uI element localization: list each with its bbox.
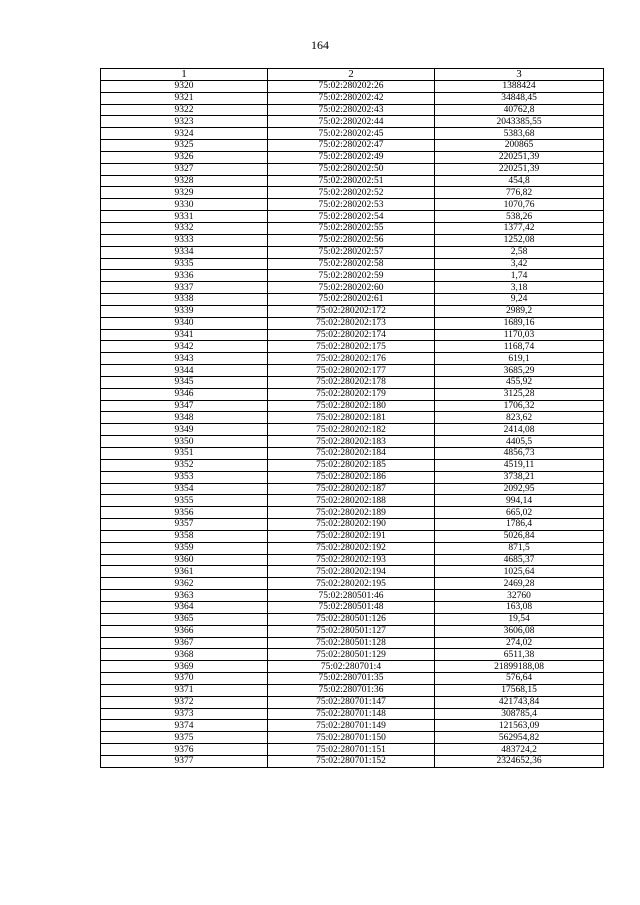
table-row (101, 755, 604, 767)
table-row (101, 448, 604, 460)
table-header-row (101, 69, 604, 81)
column-header: 2 (268, 69, 435, 81)
row-number-cell: 9329 (101, 187, 268, 199)
row-number-cell: 9377 (101, 755, 268, 767)
value-cell: 538,26 (435, 211, 604, 223)
row-number-cell: 9376 (101, 744, 268, 756)
row-number-cell: 9362 (101, 578, 268, 590)
table-row (101, 649, 604, 661)
data-table (100, 68, 604, 768)
table-row (101, 163, 604, 175)
value-cell: 483724,2 (435, 744, 604, 756)
row-number-cell: 9350 (101, 436, 268, 448)
row-number-cell: 9335 (101, 258, 268, 270)
value-cell: 5026,84 (435, 530, 604, 542)
cadastral-number-cell: 75:02:280701:150 (268, 732, 435, 744)
cadastral-number-cell: 75:02:280202:192 (268, 542, 435, 554)
cadastral-number-cell: 75:02:280202:195 (268, 578, 435, 590)
row-number-cell: 9321 (101, 92, 268, 104)
cadastral-number-cell: 75:02:280701:148 (268, 708, 435, 720)
table-body (101, 80, 604, 767)
page-number: 164 (311, 38, 329, 52)
table-row (101, 436, 604, 448)
table-row (101, 578, 604, 590)
cadastral-number-cell: 75:02:280202:57 (268, 246, 435, 258)
value-cell: 1025,64 (435, 566, 604, 578)
cadastral-number-cell: 75:02:280202:55 (268, 222, 435, 234)
table-row (101, 637, 604, 649)
table-row (101, 601, 604, 613)
table-row (101, 613, 604, 625)
row-number-cell: 9345 (101, 376, 268, 388)
value-cell: 2469,28 (435, 578, 604, 590)
value-cell: 163,08 (435, 601, 604, 613)
cadastral-number-cell: 75:02:280501:46 (268, 590, 435, 602)
value-cell: 5383,68 (435, 128, 604, 140)
table-row (101, 673, 604, 685)
value-cell: 40762,8 (435, 104, 604, 116)
value-cell: 200865 (435, 140, 604, 152)
row-number-cell: 9368 (101, 649, 268, 661)
column-header: 1 (101, 69, 268, 81)
table-row (101, 92, 604, 104)
row-number-cell: 9324 (101, 128, 268, 140)
column-header: 3 (435, 69, 604, 81)
table-row (101, 661, 604, 673)
row-number-cell: 9357 (101, 519, 268, 531)
value-cell: 1706,32 (435, 400, 604, 412)
cadastral-number-cell: 75:02:280701:36 (268, 684, 435, 696)
row-number-cell: 9351 (101, 448, 268, 460)
table-row (101, 305, 604, 317)
value-cell: 871,5 (435, 542, 604, 554)
row-number-cell: 9327 (101, 163, 268, 175)
cadastral-number-cell: 75:02:280202:56 (268, 234, 435, 246)
value-cell: 4685,37 (435, 554, 604, 566)
row-number-cell: 9349 (101, 424, 268, 436)
table-row (101, 341, 604, 353)
table-row (101, 732, 604, 744)
value-cell: 3606,08 (435, 625, 604, 637)
row-number-cell: 9356 (101, 507, 268, 519)
value-cell: 2989,2 (435, 305, 604, 317)
value-cell: 3125,28 (435, 388, 604, 400)
cadastral-number-cell: 75:02:280202:188 (268, 495, 435, 507)
row-number-cell: 9346 (101, 388, 268, 400)
table-row (101, 140, 604, 152)
row-number-cell: 9341 (101, 329, 268, 341)
row-number-cell: 9374 (101, 720, 268, 732)
cadastral-number-cell: 75:02:280701:35 (268, 673, 435, 685)
row-number-cell: 9330 (101, 199, 268, 211)
cadastral-number-cell: 75:02:280701:149 (268, 720, 435, 732)
table-row (101, 684, 604, 696)
cadastral-number-cell: 75:02:280202:182 (268, 424, 435, 436)
row-number-cell: 9342 (101, 341, 268, 353)
cadastral-number-cell: 75:02:280501:127 (268, 625, 435, 637)
cadastral-number-cell: 75:02:280202:51 (268, 175, 435, 187)
cadastral-number-cell: 75:02:280202:44 (268, 116, 435, 128)
cadastral-number-cell: 75:02:280202:176 (268, 353, 435, 365)
cadastral-number-cell: 75:02:280202:185 (268, 459, 435, 471)
row-number-cell: 9360 (101, 554, 268, 566)
row-number-cell: 9338 (101, 294, 268, 306)
table-row (101, 542, 604, 554)
row-number-cell: 9336 (101, 270, 268, 282)
cadastral-number-cell: 75:02:280202:54 (268, 211, 435, 223)
row-number-cell: 9372 (101, 696, 268, 708)
row-number-cell: 9331 (101, 211, 268, 223)
table-row (101, 708, 604, 720)
row-number-cell: 9355 (101, 495, 268, 507)
row-number-cell: 9375 (101, 732, 268, 744)
cadastral-number-cell: 75:02:280202:26 (268, 80, 435, 92)
table-row (101, 459, 604, 471)
cadastral-number-cell: 75:02:280701:147 (268, 696, 435, 708)
row-number-cell: 9323 (101, 116, 268, 128)
row-number-cell: 9369 (101, 661, 268, 673)
cadastral-number-cell: 75:02:280501:129 (268, 649, 435, 661)
value-cell: 455,92 (435, 376, 604, 388)
row-number-cell: 9332 (101, 222, 268, 234)
cadastral-number-cell: 75:02:280202:193 (268, 554, 435, 566)
table-row (101, 365, 604, 377)
cadastral-number-cell: 75:02:280202:49 (268, 151, 435, 163)
value-cell: 454,8 (435, 175, 604, 187)
value-cell: 3685,29 (435, 365, 604, 377)
cadastral-number-cell: 75:02:280202:173 (268, 317, 435, 329)
row-number-cell: 9340 (101, 317, 268, 329)
cadastral-number-cell: 75:02:280202:59 (268, 270, 435, 282)
value-cell: 3738,21 (435, 471, 604, 483)
value-cell: 776,82 (435, 187, 604, 199)
cadastral-number-cell: 75:02:280202:190 (268, 519, 435, 531)
cadastral-number-cell: 75:02:280202:184 (268, 448, 435, 460)
row-number-cell: 9370 (101, 673, 268, 685)
cadastral-number-cell: 75:02:280501:48 (268, 601, 435, 613)
row-number-cell: 9337 (101, 282, 268, 294)
value-cell: 308785,4 (435, 708, 604, 720)
row-number-cell: 9365 (101, 613, 268, 625)
value-cell: 823,62 (435, 412, 604, 424)
table-row (101, 80, 604, 92)
value-cell: 1786,4 (435, 519, 604, 531)
table-row (101, 282, 604, 294)
cadastral-number-cell: 75:02:280202:50 (268, 163, 435, 175)
value-cell: 19,54 (435, 613, 604, 625)
row-number-cell: 9320 (101, 80, 268, 92)
value-cell: 3,42 (435, 258, 604, 270)
cadastral-number-cell: 75:02:280202:187 (268, 483, 435, 495)
value-cell: 2043385,55 (435, 116, 604, 128)
row-number-cell: 9359 (101, 542, 268, 554)
value-cell: 576,64 (435, 673, 604, 685)
value-cell: 2,58 (435, 246, 604, 258)
value-cell: 1377,42 (435, 222, 604, 234)
value-cell: 421743,84 (435, 696, 604, 708)
cadastral-number-cell: 75:02:280202:172 (268, 305, 435, 317)
cadastral-number-cell: 75:02:280501:128 (268, 637, 435, 649)
value-cell: 1388424 (435, 80, 604, 92)
table-row (101, 376, 604, 388)
row-number-cell: 9326 (101, 151, 268, 163)
value-cell: 220251,39 (435, 163, 604, 175)
table-row (101, 270, 604, 282)
row-number-cell: 9354 (101, 483, 268, 495)
value-cell: 2414,08 (435, 424, 604, 436)
table-row (101, 353, 604, 365)
value-cell: 1070,76 (435, 199, 604, 211)
cadastral-number-cell: 75:02:280202:45 (268, 128, 435, 140)
row-number-cell: 9352 (101, 459, 268, 471)
cadastral-number-cell: 75:02:280202:181 (268, 412, 435, 424)
value-cell: 274,02 (435, 637, 604, 649)
table-row (101, 222, 604, 234)
row-number-cell: 9333 (101, 234, 268, 246)
value-cell: 4519,11 (435, 459, 604, 471)
cadastral-number-cell: 75:02:280202:180 (268, 400, 435, 412)
cadastral-number-cell: 75:02:280202:47 (268, 140, 435, 152)
value-cell: 1168,74 (435, 341, 604, 353)
cadastral-number-cell: 75:02:280202:60 (268, 282, 435, 294)
table-row (101, 483, 604, 495)
table-row (101, 590, 604, 602)
value-cell: 665,02 (435, 507, 604, 519)
value-cell: 6511,38 (435, 649, 604, 661)
value-cell: 220251,39 (435, 151, 604, 163)
value-cell: 9,24 (435, 294, 604, 306)
table-row (101, 234, 604, 246)
cadastral-number-cell: 75:02:280202:43 (268, 104, 435, 116)
table-row (101, 211, 604, 223)
row-number-cell: 9366 (101, 625, 268, 637)
value-cell: 3,18 (435, 282, 604, 294)
cadastral-number-cell: 75:02:280202:178 (268, 376, 435, 388)
row-number-cell: 9328 (101, 175, 268, 187)
table-row (101, 495, 604, 507)
table-row (101, 388, 604, 400)
value-cell: 121563,09 (435, 720, 604, 732)
value-cell: 2324652,36 (435, 755, 604, 767)
table-row (101, 625, 604, 637)
table-row (101, 246, 604, 258)
table-row (101, 554, 604, 566)
value-cell: 34848,45 (435, 92, 604, 104)
cadastral-number-cell: 75:02:280202:183 (268, 436, 435, 448)
row-number-cell: 9363 (101, 590, 268, 602)
cadastral-number-cell: 75:02:280202:186 (268, 471, 435, 483)
table-row (101, 424, 604, 436)
value-cell: 1,74 (435, 270, 604, 282)
row-number-cell: 9339 (101, 305, 268, 317)
table-row (101, 744, 604, 756)
cadastral-number-cell: 75:02:280202:53 (268, 199, 435, 211)
table-row (101, 507, 604, 519)
row-number-cell: 9343 (101, 353, 268, 365)
cadastral-number-cell: 75:02:280202:177 (268, 365, 435, 377)
cadastral-number-cell: 75:02:280501:126 (268, 613, 435, 625)
cadastral-number-cell: 75:02:280202:175 (268, 341, 435, 353)
row-number-cell: 9344 (101, 365, 268, 377)
row-number-cell: 9322 (101, 104, 268, 116)
row-number-cell: 9347 (101, 400, 268, 412)
value-cell: 17568,15 (435, 684, 604, 696)
table-row (101, 519, 604, 531)
table-row (101, 104, 604, 116)
cadastral-number-cell: 75:02:280202:61 (268, 294, 435, 306)
value-cell: 4856,73 (435, 448, 604, 460)
table-row (101, 471, 604, 483)
value-cell: 1170,03 (435, 329, 604, 341)
cadastral-number-cell: 75:02:280701:152 (268, 755, 435, 767)
row-number-cell: 9364 (101, 601, 268, 613)
row-number-cell: 9325 (101, 140, 268, 152)
table-row (101, 530, 604, 542)
row-number-cell: 9353 (101, 471, 268, 483)
row-number-cell: 9361 (101, 566, 268, 578)
cadastral-number-cell: 75:02:280202:189 (268, 507, 435, 519)
value-cell: 1689,16 (435, 317, 604, 329)
row-number-cell: 9373 (101, 708, 268, 720)
row-number-cell: 9367 (101, 637, 268, 649)
table-row (101, 400, 604, 412)
cadastral-number-cell: 75:02:280202:52 (268, 187, 435, 199)
value-cell: 4405,5 (435, 436, 604, 448)
table-row (101, 294, 604, 306)
cadastral-number-cell: 75:02:280202:174 (268, 329, 435, 341)
table-row (101, 187, 604, 199)
row-number-cell: 9371 (101, 684, 268, 696)
value-cell: 1252,08 (435, 234, 604, 246)
cadastral-number-cell: 75:02:280202:42 (268, 92, 435, 104)
table-row (101, 128, 604, 140)
cadastral-number-cell: 75:02:280701:4 (268, 661, 435, 673)
row-number-cell: 9348 (101, 412, 268, 424)
value-cell: 619,1 (435, 353, 604, 365)
table-row (101, 720, 604, 732)
table-row (101, 151, 604, 163)
value-cell: 21899188,08 (435, 661, 604, 673)
value-cell: 2092,95 (435, 483, 604, 495)
value-cell: 994,14 (435, 495, 604, 507)
cadastral-number-cell: 75:02:280202:58 (268, 258, 435, 270)
cadastral-number-cell: 75:02:280202:179 (268, 388, 435, 400)
row-number-cell: 9358 (101, 530, 268, 542)
table-row (101, 199, 604, 211)
table-row (101, 116, 604, 128)
table-row (101, 696, 604, 708)
table-row (101, 258, 604, 270)
cadastral-number-cell: 75:02:280202:191 (268, 530, 435, 542)
table-row (101, 412, 604, 424)
table-row (101, 175, 604, 187)
row-number-cell: 9334 (101, 246, 268, 258)
cadastral-number-cell: 75:02:280202:194 (268, 566, 435, 578)
table-row (101, 329, 604, 341)
table-row (101, 566, 604, 578)
value-cell: 562954,82 (435, 732, 604, 744)
cadastral-number-cell: 75:02:280701:151 (268, 744, 435, 756)
value-cell: 32760 (435, 590, 604, 602)
table-row (101, 317, 604, 329)
